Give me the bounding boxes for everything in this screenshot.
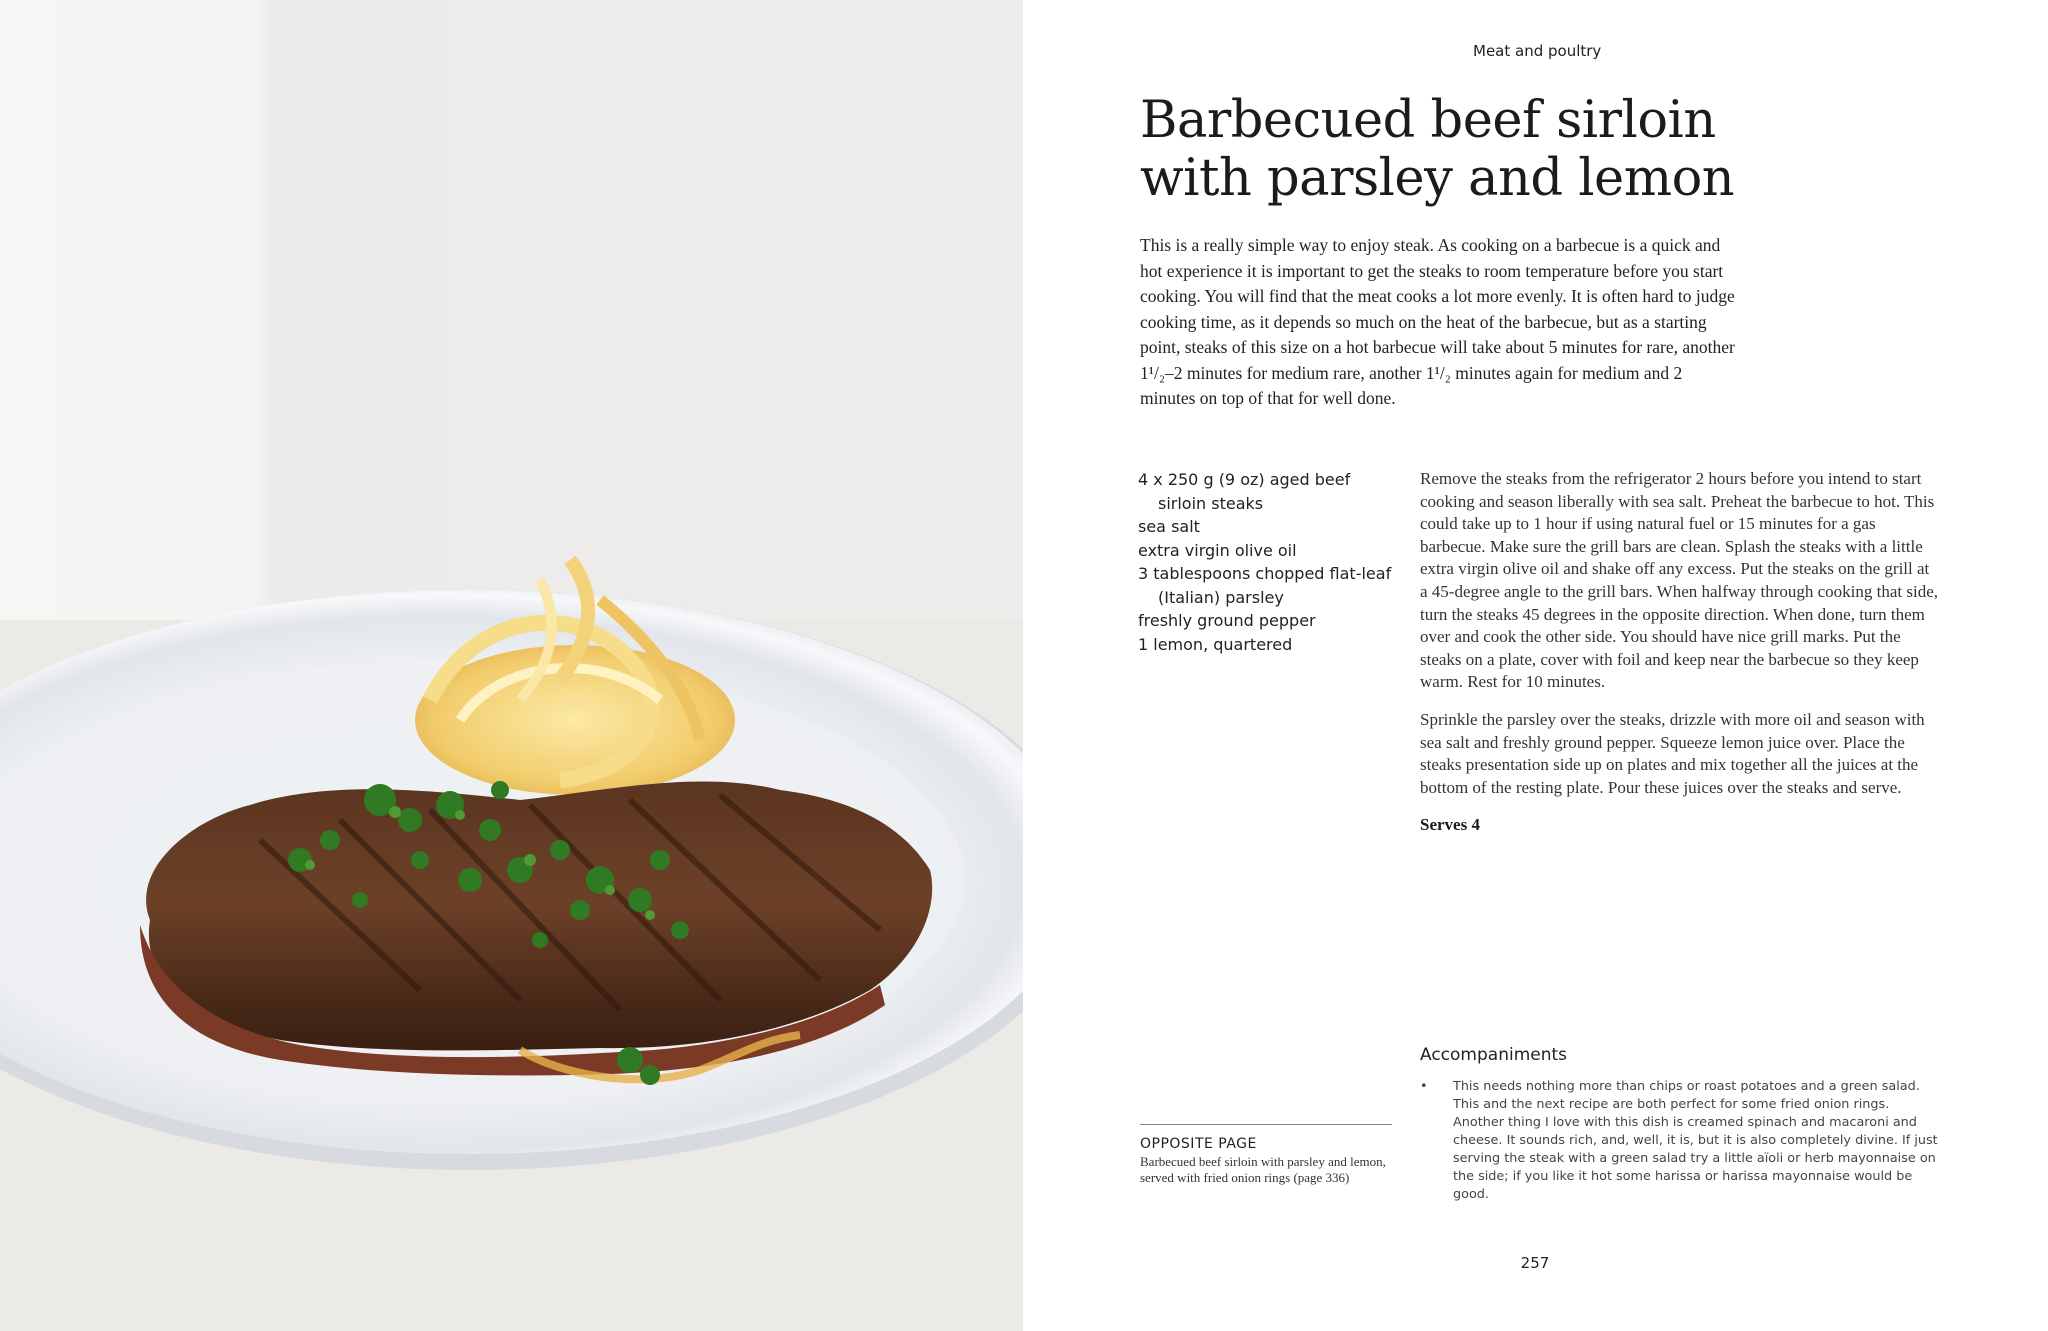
- serves: Serves 4: [1420, 815, 1480, 835]
- caption-heading: OPPOSITE PAGE: [1140, 1136, 1257, 1152]
- ingredient-item: sea salt: [1138, 517, 1200, 536]
- ingredient-item: 3 tablespoons chopped flat-leaf (Italian) parsley: [1138, 564, 1392, 607]
- method-step: Remove the steaks from the refrigerator 2 hours before you intend to start cooking and season liberally with sea salt. Preheat the barbecue to hot. This could take up to 1 hour if using natural fuel or 15 minutes for a gas barbecue. Make sure the grill bars are clean. Splash the steaks with a little extra virgin olive oil and shake off any excess. Put the steaks on the grill at a 45-degree angle to the grill bars. When halfway through cooking that side, turn the steaks 45 degrees in the opposite direction. When done, turn them over and cook the other side. You should have nice grill marks. Put the steaks on a plate, cover with foil and keep near the barbecue so they keep warm. Rest for 10 minutes.: [1420, 469, 1939, 692]
- steak-plate-illustration: [0, 0, 1023, 1331]
- title-line-2: with parsley and lemon: [1140, 149, 1735, 208]
- recipe-intro: This is a really simple way to enjoy steak. As cooking on a barbecue is a quick and hot experience it is important to get the steaks to room temperature before you start cooking. You will find that the meat cooks a lot more evenly. It is often hard to judge cooking time, as it depends so much on the heat of the barbecue, but as a starting point, steaks of this size on a hot barbecue will take about 5 minutes for rare, another 1¹/₂–2 minutes for medium rare, another 1¹/₂ minutes again for medium and 2 minutes on top of that for well done.: [1140, 235, 1735, 408]
- caption-rule: [1140, 1124, 1392, 1125]
- ingredient-item: freshly ground pepper: [1138, 611, 1316, 630]
- accompaniments-text: This needs nothing more than chips or roast potatoes and a green salad. This and the next recipe are both perfect for some fried onion rings. Another thing I love with this dish is creamed spinach and macaroni and cheese. It sounds rich, and, well, it is, but it is also completely divine. If just serving the steak with a green salad try a little aïoli or herb mayonnaise on the side; if you like it hot some harissa or harissa mayonnaise would be good.: [1453, 1079, 1938, 1202]
- title-line-1: Barbecued beef sirloin: [1140, 91, 1716, 150]
- ingredient-item: extra virgin olive oil: [1138, 540, 1297, 560]
- running-head: Meat and poultry: [1473, 42, 1602, 60]
- photo-caption: Barbecued beef sirloin with parsley and lemon, served with fried onion rings (page 336): [1140, 1154, 1386, 1185]
- page-number: 257: [1520, 1254, 1550, 1272]
- method-step: Sprinkle the parsley over the steaks, drizzle with more oil and season with sea salt and freshly ground pepper. Squeeze lemon juice over. Place the steaks presentation side up on plates and mix together all the juices at the bottom of the resting plate. Pour these juices over the steaks and serve.: [1420, 709, 1925, 797]
- recipe-title: [1140, 92, 1780, 208]
- ingredient-item: 1 lemon, quartered: [1138, 634, 1293, 654]
- ingredient-item: 4 x 250 g (9 oz) aged beef sirloin steaks: [1138, 470, 1351, 513]
- accompaniments-item: [1420, 1078, 1940, 1204]
- ingredients-list: [1138, 468, 1398, 656]
- steak-photo: [0, 0, 1023, 1331]
- bullet-icon: •: [1420, 1079, 1428, 1094]
- accompaniments-heading: Accompaniments: [1420, 1045, 1568, 1065]
- method: [1420, 468, 1940, 852]
- accompaniments-list: [1420, 1078, 1940, 1204]
